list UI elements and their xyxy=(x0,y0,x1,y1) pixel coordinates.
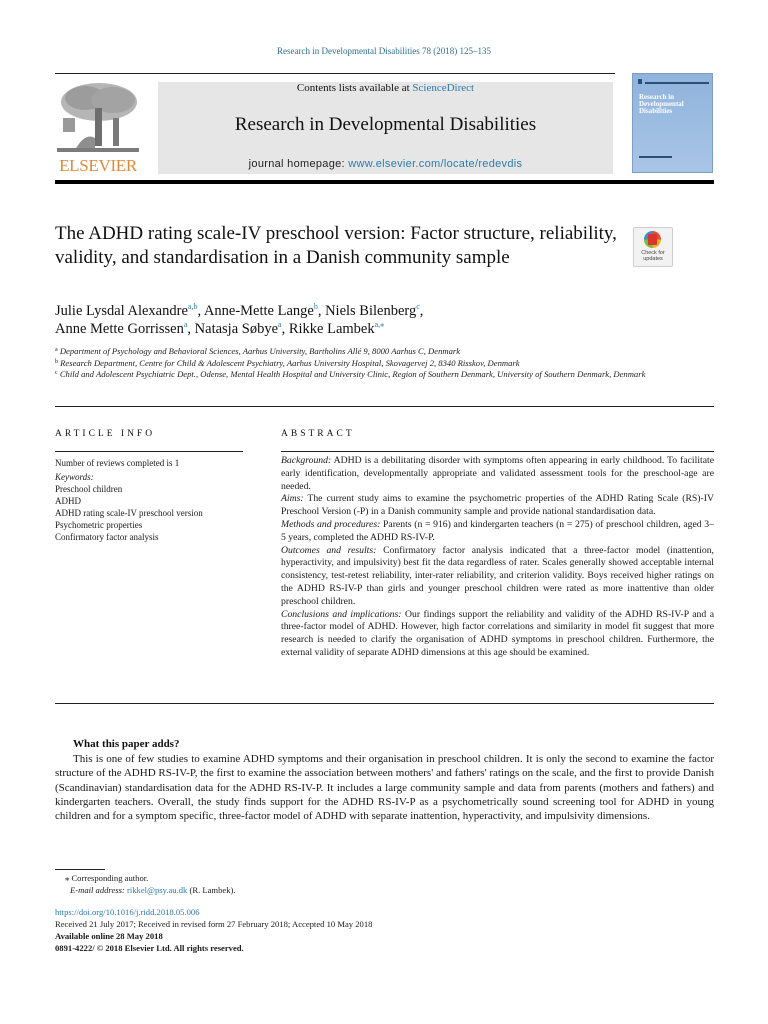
divider xyxy=(55,703,714,704)
email-note: E-mail address: rikkel@psy.au.dk (R. Lambek). xyxy=(70,885,236,895)
abstract-outcomes: Outcomes and results: Confirmatory factor analysis indicated that a three-factor model (inattention, hyperactivity, and impulsivity) best fit the data regardless of rater. Scales generally showed acceptable internal consistency, test-retest reliability, inter-rater reliability, and criterion validity. Boys received higher ratings on the ADHD RS-IV-P than girls and younger preschool children were rated as more inattentive than older preschool children. xyxy=(281,544,714,607)
homepage-prefix: journal homepage: xyxy=(248,158,349,170)
author[interactable]: Julie Lysdal Alexandre$^{a,b}$ xyxy=(55,302,198,319)
email-link[interactable]: rikkel@psy.au.dk xyxy=(126,885,188,895)
masthead-bottom-rule xyxy=(55,180,714,184)
divider xyxy=(281,451,714,452)
keyword[interactable]: ADHD rating scale-IV preschool version xyxy=(55,508,203,518)
affiliation-a: $^a$ Department of Psychology and Behavioral Sciences, Aarhus University, Bartholins Allé 9, 8000 Aarhus C, Denmark xyxy=(55,346,461,356)
keywords-label: Keywords: xyxy=(55,472,94,482)
sciencedirect-link[interactable]: ScienceDirect xyxy=(412,82,475,94)
corresponding-author-note: ⁎ Corresponding author. xyxy=(65,873,149,883)
cover-bottom-line xyxy=(639,156,672,158)
available-online: Available online 28 May 2018 xyxy=(55,931,163,941)
author-affiliation-ref[interactable]: c xyxy=(416,302,420,311)
journal-masthead xyxy=(158,82,613,174)
divider xyxy=(55,406,714,407)
author-list: Julie Lysdal Alexandre$^{a,b}$, Anne-Mette Lange$^b$, Niels Bilenberg$^c$, Anne Mette Gorrissen$^a$, Natasja Søbye$^a$, Rikke Lambek$^{a,⁎}$ xyxy=(55,302,424,337)
journal-cover-thumbnail[interactable] xyxy=(632,73,713,173)
what-this-paper-adds-heading: What this paper adds? xyxy=(73,738,180,750)
cover-logo-mark xyxy=(638,79,642,84)
author-affiliation-ref[interactable]: b xyxy=(313,302,318,311)
keyword[interactable]: Preschool children xyxy=(55,484,123,494)
abstract-body xyxy=(281,455,714,660)
article-info xyxy=(55,457,255,543)
elsevier-tree-icon xyxy=(55,80,141,156)
affiliation-c: $^c$ Child and Adolescent Psychiatric Dept., Odense, Mental Health Hospital and University Clinic, Region of Southern Denmark, University of Southern Denmark, Denmark xyxy=(55,369,646,379)
abstract-heading: ABSTRACT xyxy=(281,429,355,439)
received-dates: Received 21 July 2017; Received in revised form 27 February 2018; Accepted 10 May 2018 xyxy=(55,919,373,929)
cover-top-line xyxy=(645,82,709,84)
author[interactable]: Anne Mette Gorrissen$^a$ xyxy=(55,320,188,337)
running-header[interactable]: Research in Developmental Disabilities 78 (2018) 125–135 xyxy=(277,46,491,56)
author-affiliation-ref[interactable]: a,⁎ xyxy=(374,320,385,329)
abstract-aims: Aims: The current study aims to examine the psychometric properties of the ADHD Rating Scale (RS)-IV Preschool Version (-P) in a Danish community sample and provide national standardisation data. xyxy=(281,493,714,518)
keyword[interactable]: Confirmatory factor analysis xyxy=(55,532,159,542)
cover-title: Research in Developmental Disabilities xyxy=(639,93,684,115)
author[interactable]: Rikke Lambek$^{a,⁎}$ xyxy=(288,320,385,337)
paper-title: The ADHD rating scale-IV preschool version: Factor structure, reliability, validity, and standardisation in a Danish community sample xyxy=(55,223,617,268)
contents-line xyxy=(158,82,613,94)
author-affiliation-ref[interactable]: a,b xyxy=(187,302,198,311)
check-for-updates-button[interactable] xyxy=(633,227,673,267)
article-info-heading: ARTICLE INFO xyxy=(55,429,156,439)
journal-homepage-link[interactable]: www.elsevier.com/locate/redevdis xyxy=(348,158,523,170)
abstract-background: Background: ADHD is a debilitating disorder with symptoms often appearing in early childhood. To facilitate early identification, developmentally appropriate and validated assessment tools for the preschool-age are needed. xyxy=(281,455,714,492)
affiliations xyxy=(55,346,695,381)
what-this-paper-adds-body: This is one of few studies to examine ADHD symptoms and their organisation in preschool children. It is only the second to examine the factor structure of the ADHD RS-IV-P, the first to examine the association between mothers' and fathers' ratings on the scale, and the first to provide Danish (Scandinavian) standardisation data for the ADHD RS-IV-P. It includes a large community sample and data from parents (mothers and fathers) and kindergarten teachers. Overall, the study finds support for the ADHD RS-IV-P as a psychometrically sound screening tool for ADHD in young children and for a symptom specific, three-factor model of ADHD with separate inattention, hyperactivity, and impulsivity dimensions. xyxy=(55,753,714,823)
masthead-top-rule xyxy=(55,73,615,74)
elsevier-wordmark: ELSEVIER xyxy=(59,156,137,175)
doi-link[interactable]: https://doi.org/10.1016/j.ridd.2018.05.006 xyxy=(55,907,200,917)
author[interactable]: Natasja Søbye$^a$ xyxy=(194,320,282,337)
journal-title: Research in Developmental Disabilities xyxy=(234,114,537,135)
abstract-conclusions: Conclusions and implications: Our findings support the reliability and validity of the ADHD RS-IV-P and a three-factor model of ADHD. However, high factor correlations and similarity in model fit suggest that more research is needed to clarify the organisation of ADHD symptoms in preschool children. Furthermore, the external validity of separate ADHD dimensions at this age should be examined. xyxy=(281,608,714,658)
author[interactable]: Anne-Mette Lange$^b$ xyxy=(203,302,318,319)
affiliation-b: $^b$ Research Department, Centre for Child & Adolescent Psychiatry, Aarhus University Hospital, Skovagervej 2, 8340 Risskov, Denmark xyxy=(55,357,520,368)
bookmark-icon xyxy=(644,231,661,248)
abstract-methods: Methods and procedures: Parents (n = 916) and kindergarten teachers (n = 275) of preschool children, aged 3–5 years, completed the ADHD RS-IV-P. xyxy=(281,518,714,543)
elsevier-logo[interactable] xyxy=(55,80,141,176)
homepage-line xyxy=(158,158,613,170)
keyword[interactable]: ADHD xyxy=(55,496,81,506)
author-affiliation-ref[interactable]: a xyxy=(183,320,188,329)
author[interactable]: Niels Bilenberg$^c$ xyxy=(325,302,420,319)
footnote-rule xyxy=(55,869,105,870)
keyword[interactable]: Psychometric properties xyxy=(55,520,143,530)
contents-prefix: Contents lists available at xyxy=(296,82,413,94)
divider xyxy=(55,451,243,452)
author-affiliation-ref[interactable]: a xyxy=(278,320,282,329)
check-for-updates-label: Check for updates xyxy=(641,250,665,262)
copyright: 0891-4222/ © 2018 Elsevier Ltd. All rights reserved. xyxy=(55,943,244,953)
reviews-count: Number of reviews completed is 1 xyxy=(55,458,180,468)
